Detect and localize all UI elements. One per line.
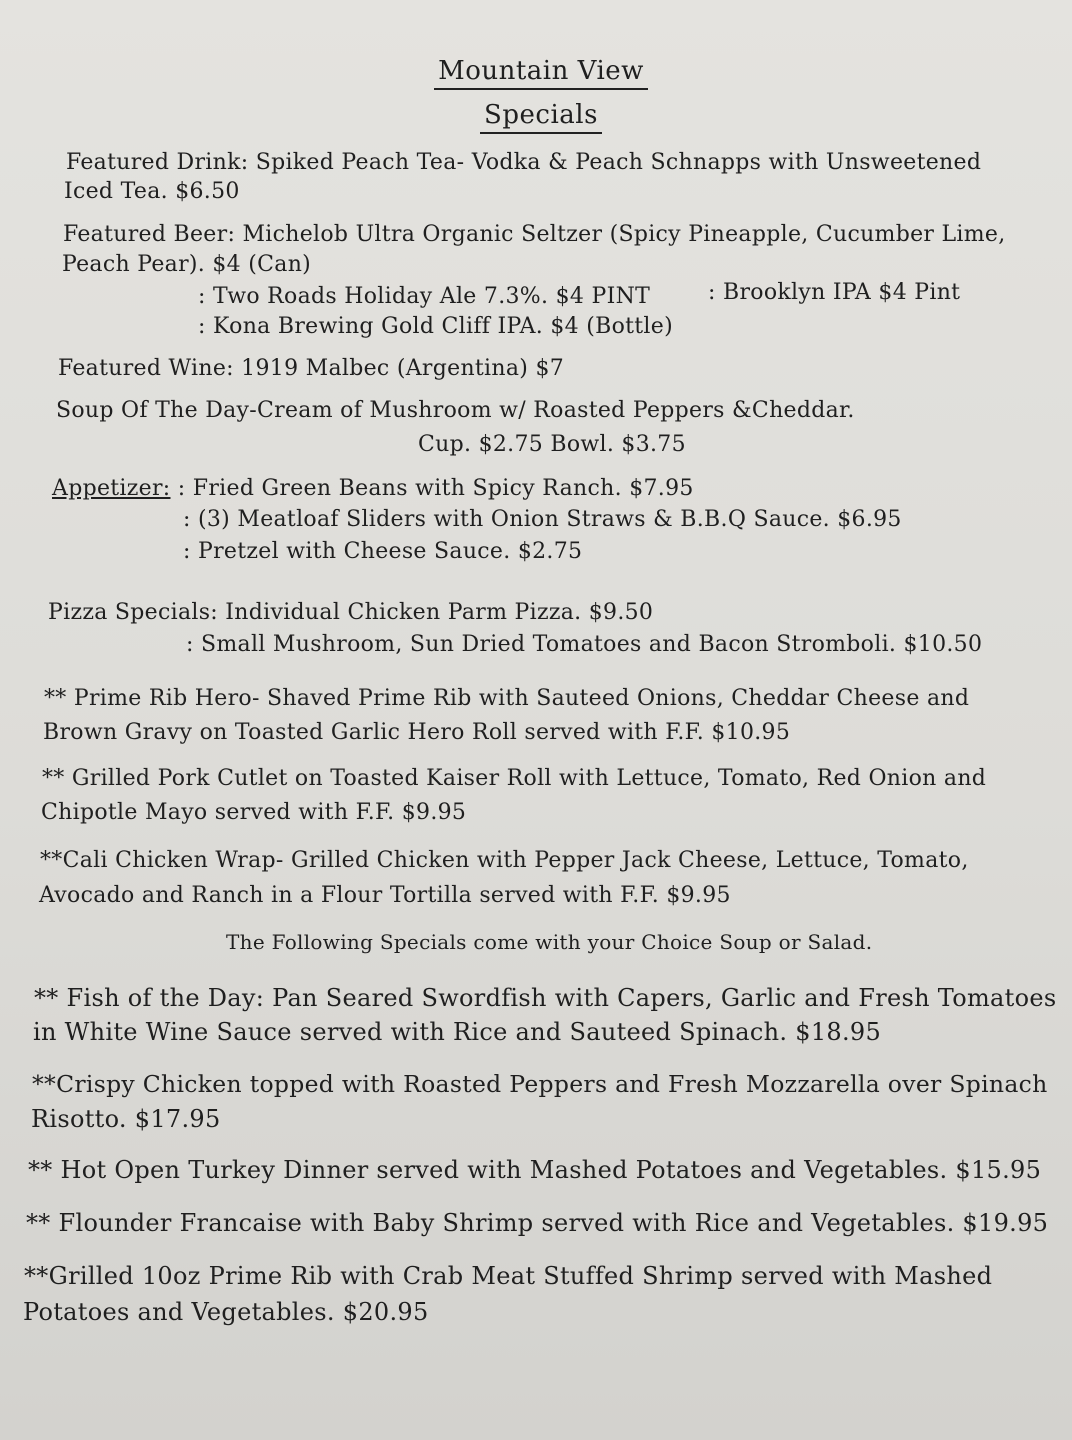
featured-beer-line2: Peach Pear). $4 (Can) [62, 252, 312, 277]
grilled-prime-rib-line1: **Grilled 10oz Prime Rib with Crab Meat Stuffed Shrimp served with Mashed [24, 1262, 993, 1290]
pork-cutlet-line1: ** Grilled Pork Cutlet on Toasted Kaiser Roll with Lettuce, Tomato, Red Onion and [42, 766, 987, 791]
prime-rib-hero-line2: Brown Gravy on Toasted Garlic Hero Roll served with F.F. $10.95 [43, 720, 791, 745]
appetizer-row1 [52, 476, 694, 501]
featured-beer-line1: Featured Beer: Michelob Ultra Organic Seltzer (Spicy Pineapple, Cucumber Lime, [63, 222, 1006, 247]
prime-rib-hero-line1: ** Prime Rib Hero- Shaved Prime Rib with Sauteed Onions, Cheddar Cheese and [44, 686, 970, 711]
flounder: ** Flounder Francaise with Baby Shrimp served with Rice and Vegetables. $19.95 [26, 1209, 1049, 1237]
grilled-prime-rib-line2: Potatoes and Vegetables. $20.95 [23, 1298, 429, 1326]
featured-beer-kona: : Kona Brewing Gold Cliff IPA. $4 (Bottle) [198, 314, 673, 339]
appetizer-item3: : Pretzel with Cheese Sauce. $2.75 [183, 539, 583, 564]
appetizer-item2: : (3) Meatloaf Sliders with Onion Straws & B.B.Q Sauce. $6.95 [183, 507, 902, 532]
appetizer-label: Appetizer: [52, 476, 171, 501]
crispy-chicken-line2: Risotto. $17.95 [31, 1105, 221, 1133]
featured-drink-line2: Iced Tea. $6.50 [64, 179, 240, 204]
featured-wine: Featured Wine: 1919 Malbec (Argentina) $7 [58, 356, 565, 381]
fish-line1: ** Fish of the Day: Pan Seared Swordfish with Capers, Garlic and Fresh Tomatoes [34, 984, 1057, 1012]
pizza-line2: : Small Mushroom, Sun Dried Tomatoes and Bacon Stromboli. $10.50 [186, 632, 983, 657]
menu-title-line1: Mountain View [5, 56, 1072, 90]
menu-title-line2: Specials [5, 100, 1072, 134]
cali-wrap-line2: Avocado and Ranch in a Flour Tortilla served with F.F. $9.95 [39, 883, 731, 908]
fish-line2: in White Wine Sauce served with Rice and Sauteed Spinach. $18.95 [33, 1018, 882, 1046]
featured-beer-brooklyn: : Brooklyn IPA $4 Pint [708, 280, 961, 305]
soup-line1: Soup Of The Day-Cream of Mushroom w/ Roasted Peppers &Cheddar. [56, 398, 855, 423]
turkey-dinner: ** Hot Open Turkey Dinner served with Mashed Potatoes and Vegetables. $15.95 [28, 1156, 1042, 1184]
soup-line2: Cup. $2.75 Bowl. $3.75 [418, 432, 686, 457]
pork-cutlet-line2: Chipotle Mayo served with F.F. $9.95 [41, 800, 467, 825]
pizza-line1: Pizza Specials: Individual Chicken Parm Pizza. $9.50 [48, 600, 654, 625]
appetizer-item1: : Fried Green Beans with Spicy Ranch. $7.95 [170, 476, 694, 501]
featured-beer-two-roads: : Two Roads Holiday Ale 7.3%. $4 PINT [198, 284, 651, 309]
crispy-chicken-line1: **Crispy Chicken topped with Roasted Peppers and Fresh Mozzarella over Spinach [32, 1070, 1048, 1098]
featured-drink-line1: Featured Drink: Spiked Peach Tea- Vodka & Peach Schnapps with Unsweetened [66, 150, 982, 175]
cali-wrap-line1: **Cali Chicken Wrap- Grilled Chicken with Pepper Jack Cheese, Lettuce, Tomato, [40, 848, 969, 873]
soup-salad-note: The Following Specials come with your Choice Soup or Salad. [226, 930, 873, 954]
